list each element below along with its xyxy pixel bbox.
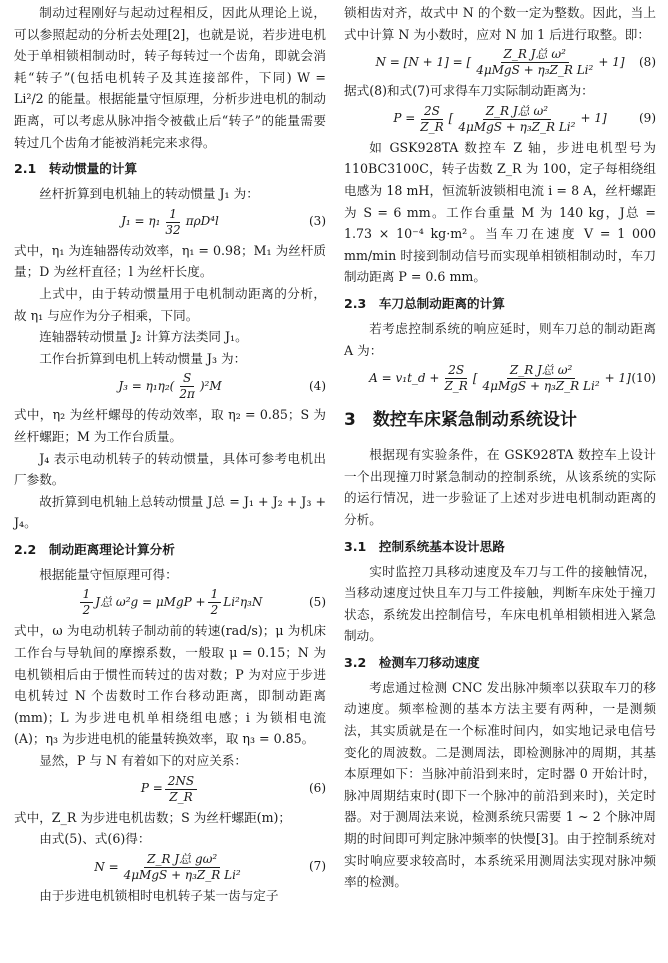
paragraph-integer-n: 锁相齿对齐，故式中 N 的个数一定为整数。因此，当上式中计算 N 为小数时，应对 N 加 1 后进行取整。即： (344, 5, 656, 42)
eq4-fraction: $\frac{S}{2\pi}$ (179, 371, 195, 402)
paragraph-eq4-definitions: 式中，η₂ 为丝杆螺母的传动效率，取 η₂ = 0.85；S 为丝杆螺距；M 为工作台质量。 (14, 407, 326, 444)
paragraph-efficiency-note: 上式中，由于转动惯量用于电机制动距离的分析，故 η₁ 与应作为分子相乘，下同。 (14, 285, 326, 323)
paragraph-gsk928ta-example: 如 GSK928TA 数控车 Z 轴，步进电机型号为 110BC3100C，转子齿数 Z_R 为 100，定子每相绕组电感为 18 mH，恒流斩波锁相电流 i = 8 A，丝杆螺距为 S = 6 mm。工作台重量 M 为 140 kg，J总 = 1.73 × 10⁻⁴ kg·m²。当车刀在速度 V = 1 000 mm/min 时接到制动信号而实现单相锁相制动时，车刀制动距离 P = 0.6 mm。 (344, 139, 656, 285)
equation-number: (5) (309, 595, 326, 610)
paragraph-braking-principle: 制动过程刚好与起动过程相反，因此从理论上说，可以参照起动的分析去处理[2]，也就是说，若步进电机处于单相锁相制动时，转子每转过一个齿角，即就会消耗“转子”(包括电机转子及其连接部件，下同) W = Li²/2 的能量。根据能量守恒原理，分析步进电机的制动距离，可以考虑从脉冲指令被截止后“转子”的能量需要转过几个齿角才能被消耗完来求得。 (14, 5, 326, 150)
paragraph-response-delay: 若考虑控制系统的响应延时，则车刀总的制动距离 A 为： (344, 320, 656, 358)
section-heading-3-2: 3.2 检测车刀移动速度 (344, 654, 480, 670)
left-column (14, 2, 326, 906)
section-heading-2-1: 2.1 转动惯量的计算 (14, 161, 138, 177)
paragraph-actual-distance: 据式(8)和式(7)可求得车刀实际制动距离为： (344, 83, 594, 99)
eq4-lhs: J₃ = η₁η₂( (118, 379, 175, 394)
equation-number: (9) (639, 111, 656, 126)
equation-6 (14, 774, 326, 805)
paragraph-screw-inertia: 丝杆折算到电机轴上的转动惯量 J₁ 为： (39, 186, 259, 202)
eq3-fraction: $\frac{1}{32}$ (165, 206, 181, 237)
eq10-fraction: $\frac{2S}{Z\_R}$ (444, 363, 468, 394)
eq5-rhs: Li²η₃N (223, 595, 263, 610)
equation-9 (344, 104, 656, 135)
paragraph-eq3-definitions: 式中，η₁ 为连轴器传动效率，η₁ = 0.98；M₁ 为丝杆质量；D 为丝杆直径；l 为丝杆长度。 (14, 242, 326, 280)
equation-7 (14, 852, 326, 883)
eq5-mid: J总 ω²g = μMgP + (95, 595, 206, 610)
paragraph-from-eq5-eq6: 由式(5)、式(6)得： (39, 831, 151, 847)
equation-3 (14, 207, 326, 238)
paragraph-eq6-definitions: 式中，Z_R 为步进电机齿数；S 为丝杆螺距(m)； (14, 809, 292, 825)
eq10-rhs: + 1] (604, 370, 631, 385)
eq10-fraction-2: $\frac{\text{Z\_R J总 ω²}}{\text{4μMgS + η₃Z\_R Li²}}$ (482, 363, 600, 394)
equation-5 (14, 587, 326, 618)
equation-number: (4) (309, 379, 326, 394)
equation-number: (10) (631, 370, 656, 385)
section-heading-3: 3 数控车床紧急制动系统设计 (344, 410, 577, 431)
eq9-fraction-2: $\frac{\text{Z\_R J总 ω²}}{\text{4μMgS + η₃Z\_R Li²}}$ (458, 103, 576, 134)
eq10-mid: [ (472, 370, 478, 385)
eq8-lhs: N = [N + 1] = [ (375, 54, 472, 69)
right-column (344, 2, 656, 893)
paragraph-speed-detection: 考虑通过检测 CNC 发出脉冲频率以获取车刀的移动速度。频率检测的基本方法主要有两种，一是测频法，其实质就是在一个标准时间内，如实地记录电信号变化的周波数。二是测周法，即检测脉冲的周期，其基本原理如下：当脉冲前沿到来时，定时器 0 开始计时，脉冲周期结束时(即下一个脉冲的前沿到来时)，关定时器。对于测周法来说，检测系统只需要 1 ~ 2 个脉冲周期的时间即可判定脉冲频率的快慢[3]。由于控制系统对实时响应要求较高时，本系统采用测周法实现对脉冲频率的检测。 (344, 679, 656, 890)
section-heading-2-3: 2.3 车刀总制动距离的计算 (344, 295, 505, 311)
eq7-lhs: N = (94, 859, 119, 874)
eq6-lhs: P = (140, 781, 163, 796)
eq3-rhs: πρD⁴l (185, 214, 219, 229)
paragraph-p-n-relation: 显然，P 与 N 有着如下的对应关系： (39, 753, 248, 769)
eq8-fraction: $\frac{\text{Z\_R J总 ω²}}{\text{4μMgS + η₃Z\_R Li²}}$ (476, 47, 594, 78)
eq6-fraction: $\frac{2NS}{Z\_R}$ (165, 774, 197, 805)
paragraph-eq5-definitions: 式中，ω 为电动机转子制动前的转速(rad/s)；μ 为机床工作台与导轨间的摩擦系数，一般取 μ = 0.15；N 为电机锁相后由于惯性而转过的齿对数；P 为对应于步进电机转过 N 个齿数时工作台移动距离，即制动距离(mm)；L 为步进电机单相绕组电感；i 为锁相电流(A)；η₃ 为步进电机的能量转换效率，取 η₃ = 0.85。 (14, 623, 326, 747)
paragraph-rotor-inertia: J₄ 表示电动机转子的转动惯量，具体可参考电机出厂参数。 (14, 450, 326, 488)
paragraph-system-design: 根据现有实验条件，在 GSK928TA 数控车上设计一个出现撞刀时紧急制动的控制系统，从该系统的实际的运行情况，进一步验证了上述对步进电机制动距离的分析。 (344, 447, 656, 527)
paragraph-lock-phase: 由于步进电机锁相时电机转子某一齿与定子 (39, 887, 279, 903)
equation-number: (6) (309, 781, 326, 796)
eq9-fraction: $\frac{2S}{Z\_R}$ (420, 103, 444, 134)
equation-10 (344, 363, 656, 394)
paragraph-energy-conservation: 根据能量守恒原理可得： (39, 566, 178, 582)
equation-number: (3) (309, 214, 326, 229)
equation-number: (8) (639, 54, 656, 69)
eq5-fraction-2: $\frac{1}{2}$ (208, 587, 222, 618)
eq3-lhs: J₁ = η₁ (121, 214, 161, 229)
section-heading-2-2: 2.2 制动距离理论计算分析 (14, 541, 175, 557)
eq5-fraction: $\frac{1}{2}$ (80, 587, 94, 618)
paragraph-table-inertia: 工作台折算到电机上转动惯量 J₃ 为： (39, 350, 247, 366)
eq9-rhs: + 1] (580, 111, 607, 126)
eq4-rhs: )²M (199, 379, 222, 394)
paragraph-coupling-inertia: 连轴器转动惯量 J₂ 计算方法类同 J₁。 (39, 329, 248, 345)
paragraph-total-inertia: 故折算到电机轴上总转动惯量 J总 = J₁ + J₂ + J₃ + J₄。 (14, 493, 326, 531)
equation-4 (14, 371, 326, 402)
eq9-lhs: P = (393, 111, 416, 126)
section-heading-3-1: 3.1 控制系统基本设计思路 (344, 538, 505, 554)
eq7-fraction: $\frac{\text{Z\_R J总 gω²}}{\text{4μMgS + η₃Z\_R Li²}}$ (123, 851, 241, 882)
equation-number: (7) (309, 859, 326, 874)
eq10-lhs: A = v₁t_d + (369, 370, 440, 385)
equation-8 (344, 47, 656, 78)
eq8-rhs: + 1] (598, 54, 625, 69)
eq9-mid: [ (448, 111, 454, 126)
paragraph-design-idea: 实时监控刀具移动速度及车刀与工件的接触情况，当移动速度过快且车刀与工件接触，判断车床处于撞刀状态，系统发出控制信号，车床电机单相锁相进入紧急制动。 (344, 563, 656, 644)
